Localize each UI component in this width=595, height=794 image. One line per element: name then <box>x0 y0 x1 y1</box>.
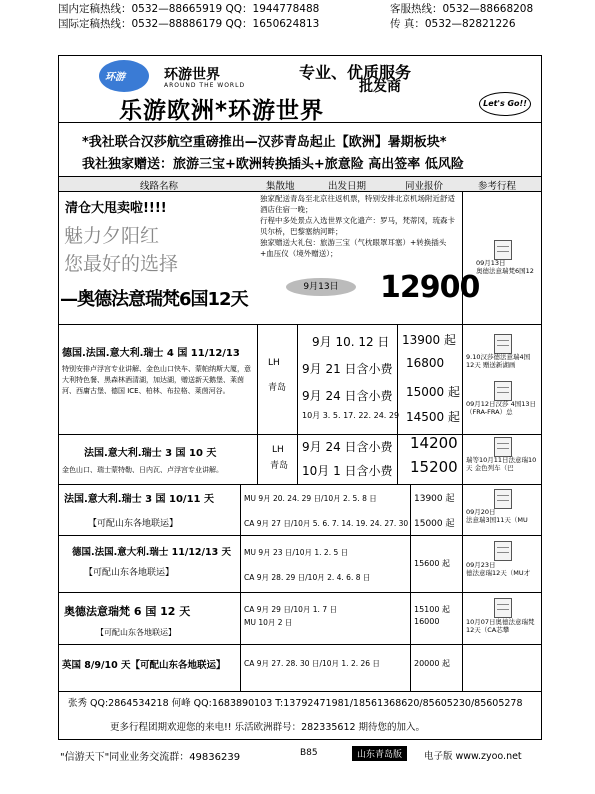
feature-ref[interactable]: 09月13日 奥德法意瑞梵6国12 <box>476 259 534 275</box>
r3-date-1: MU 9月 20. 24. 29 日/10月 2. 5. 8 日 <box>244 494 377 503</box>
banner <box>59 56 541 122</box>
divider <box>59 644 541 645</box>
slogan-wholesale: 批发商 <box>359 79 401 95</box>
col-price: 同业报价 <box>405 181 444 192</box>
banner-main-title: 乐游欧洲*环游世界 <box>119 98 325 124</box>
r4-sub: 【可配山东各地联运】 <box>84 568 175 578</box>
feature-price: 12900 <box>380 270 480 305</box>
r1-desc: 特别安排卢浮宫专业讲解、金色山口快车、蒙帕纳斯大厦，意大利特色餐、黑森林酒清湖，加达湖，赠送新天鹅堡、莱茵河、西庸古堡、德国 ICE、柏林、布拉格、莱茵河谷。 <box>62 365 251 395</box>
feature-slogan-2: 您最好的选择 <box>64 253 179 275</box>
r2-desc: 金色山口、瑞士蒙特勒、日内瓦、卢浮宫专业讲解。 <box>62 466 223 474</box>
footer-brand: 山东青岛版 <box>352 746 407 761</box>
logo-badge: 环游 <box>105 72 125 83</box>
r2-date-2: 10月 1 日含小费 <box>302 464 393 478</box>
r4-date-1: MU 9月 23 日/10月 1. 2. 5 日 <box>244 548 349 557</box>
divider <box>59 592 541 593</box>
r4-title: 德国.法国.意大利.瑞士 11/12/13 天 <box>72 547 232 558</box>
r6-price-1: 20000 起 <box>414 659 450 668</box>
footer-site[interactable]: 电子版 www.zyoo.net <box>424 751 522 762</box>
divider <box>297 434 298 484</box>
doc-icon[interactable] <box>494 381 512 401</box>
footer-group: "信游天下"同业业务交流群：49836239 <box>60 752 241 763</box>
doc-icon[interactable] <box>494 437 512 457</box>
r5-date-2: MU 10月 2 日 <box>244 618 293 627</box>
col-date: 出发日期 <box>328 181 367 192</box>
column-header-bar <box>59 177 541 191</box>
divider <box>240 484 241 691</box>
divider <box>462 434 463 484</box>
promo-line-2: 我社独家赠送：旅游三宝+欧洲转换插头+旅意险 高出签率 低风险 <box>82 157 464 172</box>
divider <box>257 434 258 484</box>
r4-price-1: 15600 起 <box>414 559 450 568</box>
contact-line-1: 张秀 QQ:2864534218 何峰 QQ:1683890103 T:13792471981/18561368620/85605230/85605278 <box>68 698 523 709</box>
r5-date-1: CA 9月 29 日/10月 1. 7 日 <box>244 605 337 614</box>
r2-price-2: 15200 <box>410 458 458 476</box>
contact-line-2: 更多行程团期欢迎您的来电!! 乐活欧洲群号：282335612 期待您的加入。 <box>110 722 426 733</box>
divider <box>297 324 298 434</box>
r3-sub: 【可配山东各地联运】 <box>88 519 179 529</box>
r1-price-1: 13900 起 <box>402 333 456 347</box>
col-hub: 集散地 <box>266 181 295 192</box>
r1-ref-1[interactable]: 9.10汉莎德法意瑞4国12天 赠送新湖画 <box>466 353 531 369</box>
r1-date-2: 9月 21 日含小费 <box>302 362 393 376</box>
r3-title: 法国.意大利.瑞士 3 国 10/11 天 <box>64 494 214 505</box>
doc-icon[interactable] <box>494 489 512 509</box>
r5-ref[interactable]: 10月07日奥德法意瑞梵12天（CA芯攀 <box>466 618 535 634</box>
col-route: 线路名称 <box>140 181 179 192</box>
doc-icon[interactable] <box>494 598 512 618</box>
divider <box>410 484 411 691</box>
r1-title: 德国.法国.意大利.瑞士 4 国 11/12/13 <box>62 348 240 359</box>
r5-title: 奥德法意瑞梵 6 国 12 天 <box>64 605 191 618</box>
r3-date-2: CA 9月 27 日/10月 5. 6. 7. 14. 19. 24. 27. 30 <box>244 519 409 528</box>
divider <box>462 324 463 434</box>
doc-icon[interactable] <box>494 541 512 561</box>
divider <box>462 191 463 324</box>
divider <box>397 434 398 484</box>
r2-date-1: 9月 24 日含小费 <box>302 440 393 454</box>
divider <box>59 324 541 325</box>
customer-hotline: 客服热线：0532—88668208 <box>390 3 534 15</box>
clearance-sale: 清仓大甩卖啦!!!! <box>65 201 167 216</box>
lets-go-badge: Let's Go!! <box>479 92 531 116</box>
divider <box>462 484 463 691</box>
divider <box>59 122 541 123</box>
divider <box>59 434 541 435</box>
r5-price-2: 16000 <box>414 617 440 626</box>
doc-icon[interactable] <box>494 334 512 354</box>
r2-title: 法国.意大利.瑞士 3 国 10 天 <box>84 448 217 459</box>
r6-title: 英国 8/9/10 天【可配山东各地联运】 <box>62 660 226 671</box>
divider <box>59 191 541 192</box>
doc-icon[interactable] <box>494 240 512 260</box>
r3-ref[interactable]: 09月20日 法意瑞3国11天（MU <box>466 508 528 524</box>
feature-date-badge: 9月13日 <box>286 278 356 296</box>
r1-date-4: 10月 3. 5. 17. 22. 24. 29 <box>302 411 400 420</box>
feature-slogan-1: 魅力夕阳红 <box>64 225 160 247</box>
footer-page: B85 <box>300 748 318 758</box>
col-ref: 参考行程 <box>478 181 517 192</box>
feature-desc: 独家配送青岛至北京往返机票，特别安排北京机场附近舒适酒店住宿一晚； 行程中多处景点入选世界文化遗产：罗马，梵蒂冈，琉森卡贝尔桥，巴黎塞纳河畔； 独家赠送大礼包：旅游三宝（气枕眼罩耳塞）+转换插头+血压仪（境外赠送）； <box>260 194 455 258</box>
intl-hotline: 国际定稿热线：0532—88886179 QQ：1650624813 <box>58 18 320 30</box>
r2-price-1: 14200 <box>410 434 458 452</box>
promo-line-1: *我社联合汉莎航空重磅推出—汉莎青岛起止【欧洲】暑期板块* <box>82 135 447 150</box>
r1-price-2: 16800 <box>406 356 445 370</box>
r1-hub-city: 青岛 <box>268 383 287 393</box>
r1-price-3: 15000 起 <box>406 385 460 399</box>
r1-ref-2[interactable]: 09月12日汉莎 4国13日（FRA-FRA）总 <box>466 400 537 416</box>
r1-hub-airline: LH <box>268 358 280 368</box>
r6-date-1: CA 9月 27. 28. 30 日/10月 1. 2. 26 日 <box>244 659 380 668</box>
r5-price-1: 15100 起 <box>414 605 450 614</box>
r2-ref[interactable]: 瑞等10月11日法意瑞10天 金色列车（巴 <box>466 456 537 472</box>
divider <box>257 324 258 434</box>
domestic-hotline: 国内定稿热线：0532—88665919 QQ：1944778488 <box>58 3 320 15</box>
divider <box>59 484 541 485</box>
r4-ref[interactable]: 09月23日 德法意瑞12天（MU才 <box>466 561 531 577</box>
divider <box>59 535 541 536</box>
r2-hub-airline: LH <box>272 445 284 455</box>
slogan-service: 专业、优质服务 <box>299 63 412 82</box>
r5-sub: 【可配山东各地联运】 <box>96 628 176 637</box>
logo-text: 环游世界 <box>164 67 220 83</box>
divider <box>59 691 541 692</box>
r3-price-1: 13900 起 <box>414 494 455 504</box>
divider <box>397 324 398 434</box>
fax-line: 传 真：0532—82821226 <box>390 18 516 30</box>
r3-price-2: 15000 起 <box>414 519 455 529</box>
r1-date-3: 9月 24 日含小费 <box>302 389 393 403</box>
r1-date-1: 9月 10. 12 日 <box>312 335 390 349</box>
r2-hub-city: 青岛 <box>270 461 289 471</box>
r4-date-2: CA 9月 28. 29 日/10月 2. 4. 6. 8 日 <box>244 573 371 582</box>
r1-price-4: 14500 起 <box>406 410 460 424</box>
feature-route: —奥德法意瑞梵6国12天 <box>60 289 248 310</box>
logo-subtext: AROUND THE WORLD <box>164 82 246 89</box>
